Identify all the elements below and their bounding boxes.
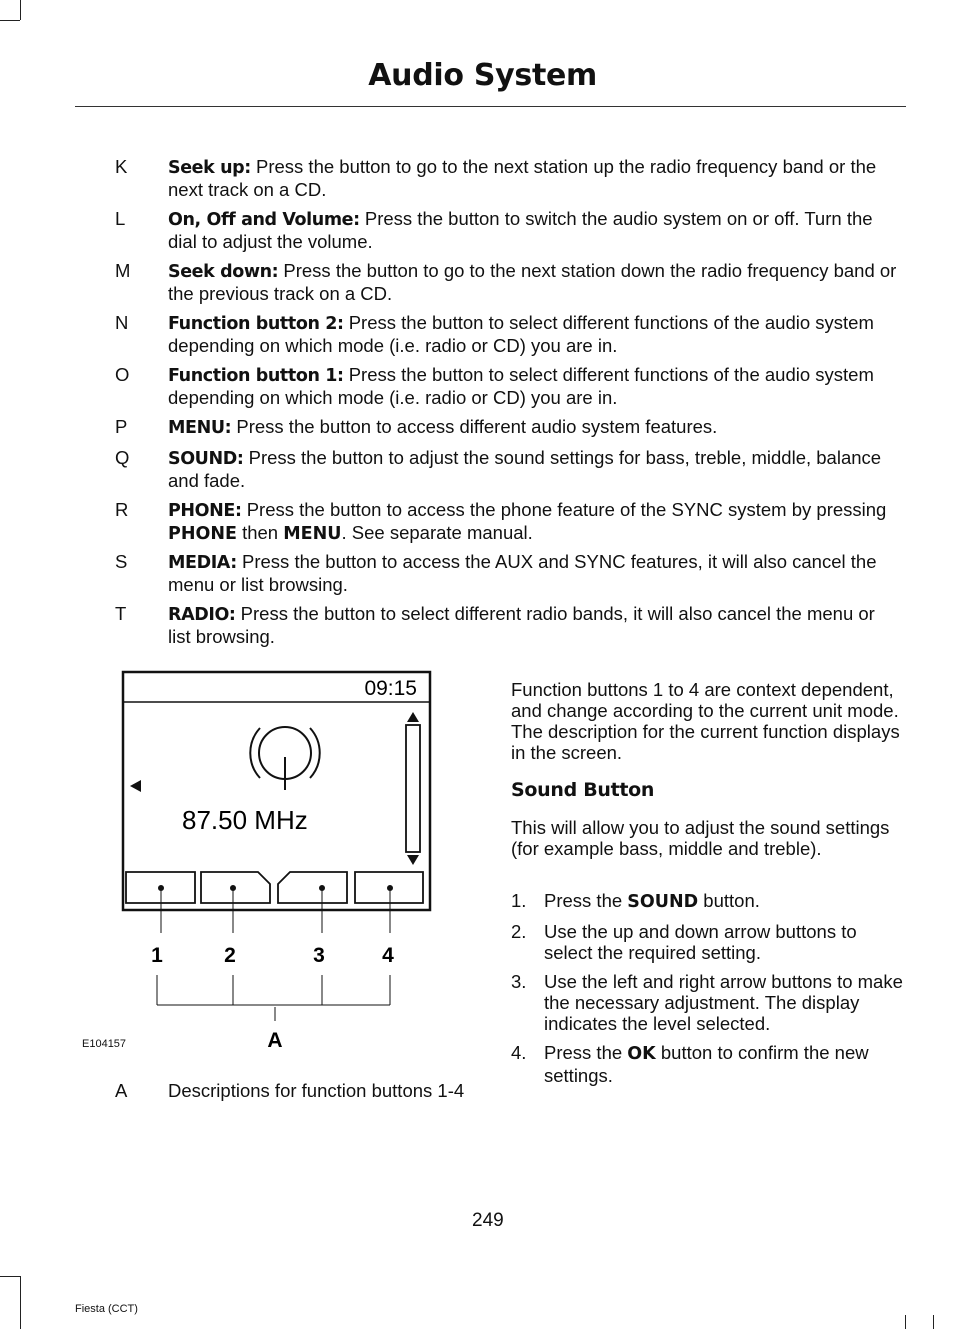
definition-key: Q xyxy=(115,447,130,468)
section-heading: Sound Button xyxy=(511,779,655,801)
definition-body: Press the button to go to the next station up the radio frequency band or the next track on a CD. xyxy=(168,156,877,200)
display-frame xyxy=(123,672,430,910)
definition-term: Function button 1: xyxy=(168,366,344,386)
header-rule xyxy=(75,106,906,107)
definition-term: PHONE: xyxy=(168,501,242,521)
step-text-part: Press the xyxy=(544,890,628,911)
step-item xyxy=(511,890,906,913)
definition-text xyxy=(168,551,898,595)
definition-body: Press the button to select different functions of the audio system depending on which mode (i.e. radio or CD) you are in. xyxy=(168,364,874,408)
step-text: Use the up and down arrow buttons to select the required setting. xyxy=(544,921,857,963)
menu-keyword: MENU xyxy=(283,524,342,544)
callout-number-4: 4 xyxy=(382,944,394,967)
step-item xyxy=(511,971,906,1034)
radio-signal-icon xyxy=(250,727,319,790)
legend-key: A xyxy=(115,1080,128,1101)
up-arrow-icon xyxy=(407,712,419,722)
definition-body: Press the button to select different radio bands, it will also cancel the menu or list browsing. xyxy=(168,603,875,647)
definition-body: . See separate manual. xyxy=(341,522,533,543)
definition-body: Press the button to go to the next station down the radio frequency band or the previous track on a CD. xyxy=(168,260,897,304)
definition-term: Seek up: xyxy=(168,158,251,178)
definition-text xyxy=(168,416,898,439)
definition-text xyxy=(168,364,898,408)
crop-mark xyxy=(20,0,21,20)
definition-key: L xyxy=(115,208,126,229)
definition-key: K xyxy=(115,156,128,177)
definition-text xyxy=(168,499,898,545)
definition-body: Press the button to access different audio system features. xyxy=(231,416,718,437)
definition-text xyxy=(168,260,898,304)
step-text xyxy=(544,890,906,913)
sound-paragraph: This will allow you to adjust the sound settings (for example bass, middle and treble). xyxy=(511,817,890,859)
step-number: 1. xyxy=(511,890,527,911)
definition-term: SOUND: xyxy=(168,449,244,469)
definition-term: Function button 2: xyxy=(168,314,344,334)
crop-mark xyxy=(20,1276,21,1329)
definition-key: R xyxy=(115,499,129,520)
step-text-part: button. xyxy=(698,890,760,911)
definition-body: Press the button to switch the audio system on or off. Turn the dial to adjust the volume. xyxy=(168,208,873,252)
audio-display-illustration xyxy=(75,665,475,1065)
page-title: Audio System xyxy=(368,58,597,93)
callout-number-1: 1 xyxy=(151,944,163,967)
definition-term: Seek down: xyxy=(168,262,279,282)
phone-keyword: PHONE xyxy=(168,524,237,544)
intro-paragraph: Function buttons 1 to 4 are context dependent, and change according to the current unit mode. The description for the current function displays in the screen. xyxy=(511,679,900,763)
step-text: Use the left and right arrow buttons to make the necessary adjustment. The display indicates the level selected. xyxy=(544,971,903,1034)
step-item xyxy=(511,1042,906,1086)
step-number: 2. xyxy=(511,921,527,942)
step-list xyxy=(511,890,906,1094)
definition-text xyxy=(168,447,898,491)
definition-text xyxy=(168,312,898,356)
crop-mark xyxy=(0,1276,20,1277)
definition-text xyxy=(168,603,898,647)
callout-label-a: A xyxy=(267,1029,283,1052)
definition-body: then xyxy=(236,522,284,543)
footer-model: Fiesta (CCT) xyxy=(75,1303,138,1315)
level-bar xyxy=(406,725,420,852)
definition-body: Press the button to select different functions of the audio system depending on which mode (i.e. radio or CD) you are in. xyxy=(168,312,874,356)
function-button-3 xyxy=(278,872,347,903)
definition-key: T xyxy=(115,603,127,624)
step-item xyxy=(511,921,906,963)
sound-keyword: SOUND xyxy=(627,892,699,912)
definition-term: MENU: xyxy=(168,418,232,438)
definition-text xyxy=(168,208,898,252)
definition-term: MEDIA: xyxy=(168,553,237,573)
definition-text xyxy=(168,156,898,200)
audio-display-figure xyxy=(75,665,475,1065)
definition-body: Press the button to adjust the sound settings for bass, treble, middle, balance and fade. xyxy=(168,447,882,491)
right-column xyxy=(511,679,906,763)
definition-key: N xyxy=(115,312,129,333)
group-bracket xyxy=(157,975,390,1021)
page-number: 249 xyxy=(472,1210,504,1231)
left-arrow-icon xyxy=(130,780,141,792)
sound-body xyxy=(511,817,906,859)
step-number: 3. xyxy=(511,971,527,992)
step-text-part: Press the xyxy=(544,1042,628,1063)
definition-term: RADIO: xyxy=(168,605,236,625)
step-text xyxy=(544,1042,906,1086)
crop-mark xyxy=(933,1315,934,1329)
frequency-display: 87.50 MHz xyxy=(182,805,308,835)
crop-mark xyxy=(905,1315,906,1329)
figure-code: E104157 xyxy=(82,1038,127,1050)
definition-body: Press the button to access the AUX and SYNC features, it will also cancel the menu or list browsing. xyxy=(168,551,877,595)
callout-number-2: 2 xyxy=(224,944,236,967)
definition-key: O xyxy=(115,364,130,385)
clock-display: 09:15 xyxy=(364,677,417,700)
definition-key: M xyxy=(115,260,131,281)
step-text-part: button to confirm the new settings. xyxy=(544,1042,869,1086)
definition-key: S xyxy=(115,551,128,572)
legend-text: Descriptions for function buttons 1-4 xyxy=(168,1080,465,1101)
definition-term: On, Off and Volume: xyxy=(168,210,360,230)
step-number: 4. xyxy=(511,1042,527,1063)
crop-mark xyxy=(0,20,20,21)
definition-key: P xyxy=(115,416,128,437)
definition-body: Press the button to access the phone feature of the SYNC system by pressing xyxy=(241,499,887,520)
down-arrow-icon xyxy=(407,855,419,865)
callout-number-3: 3 xyxy=(313,944,325,967)
ok-keyword: OK xyxy=(627,1044,656,1064)
